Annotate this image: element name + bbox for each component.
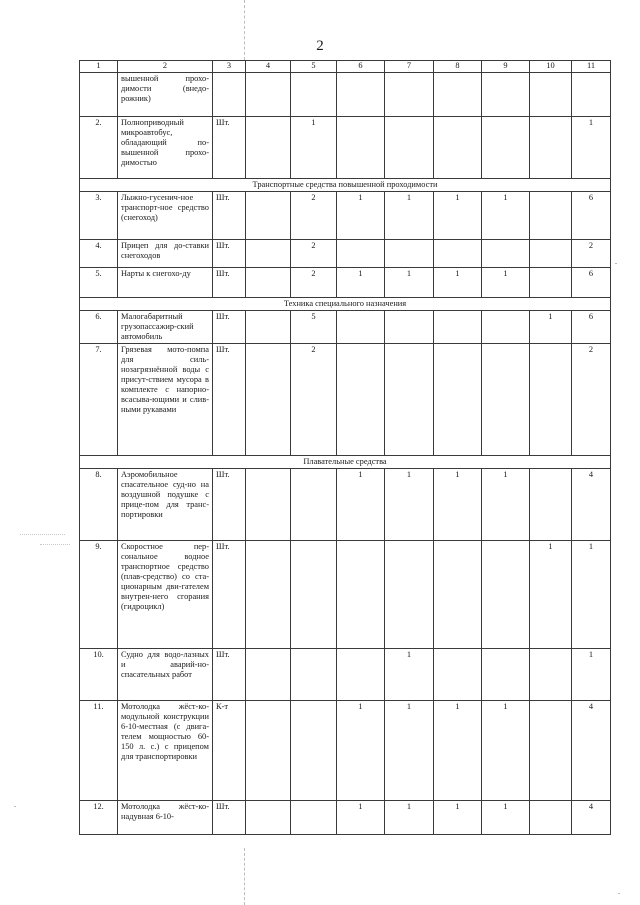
qty-col8: [434, 541, 482, 649]
qty-col6: [337, 117, 385, 179]
qty-col5: [291, 541, 337, 649]
table-row: [80, 311, 611, 344]
total-qty: 1: [572, 541, 611, 649]
qty-col5: 2: [291, 240, 337, 268]
qty-col7: 1: [385, 701, 434, 801]
qty-col9: [482, 649, 530, 701]
qty-col5: 2: [291, 192, 337, 240]
qty-col9: [482, 541, 530, 649]
qty-col6: [337, 240, 385, 268]
unit: Шт.: [213, 240, 246, 268]
qty-col5: [291, 73, 337, 117]
qty-col7: [385, 240, 434, 268]
qty-col4: [246, 311, 291, 344]
unit: Шт.: [213, 344, 246, 456]
scan-mark: [40, 544, 70, 545]
unit: Шт.: [213, 541, 246, 649]
total-qty: 2: [572, 240, 611, 268]
total-qty: [572, 73, 611, 117]
table-row: [80, 649, 611, 701]
qty-col5: 2: [291, 268, 337, 298]
qty-col6: [337, 541, 385, 649]
qty-col10: [530, 649, 572, 701]
qty-col5: 1: [291, 117, 337, 179]
qty-col9: 1: [482, 192, 530, 240]
qty-col5: [291, 469, 337, 541]
section-header-row: [80, 298, 611, 311]
table-row: [80, 240, 611, 268]
unit: Шт.: [213, 469, 246, 541]
unit: Шт.: [213, 268, 246, 298]
qty-col8: 1: [434, 701, 482, 801]
qty-col9: 1: [482, 701, 530, 801]
table-row: [80, 192, 611, 240]
table-body: [80, 61, 611, 835]
item-name: вышенной прохо-димости (внедо-рожник): [118, 73, 213, 117]
table-row: [80, 801, 611, 835]
row-number: 11.: [80, 701, 118, 801]
scan-speck: [615, 263, 617, 264]
qty-col9: 1: [482, 801, 530, 835]
qty-col8: [434, 344, 482, 456]
qty-col4: [246, 701, 291, 801]
page-number: 2: [316, 38, 324, 54]
row-number: 4.: [80, 240, 118, 268]
total-qty: 6: [572, 311, 611, 344]
qty-col8: [434, 240, 482, 268]
qty-col6: [337, 344, 385, 456]
qty-col7: [385, 344, 434, 456]
qty-col10: [530, 240, 572, 268]
qty-col4: [246, 240, 291, 268]
qty-col10: [530, 117, 572, 179]
qty-col7: [385, 541, 434, 649]
qty-col9: [482, 117, 530, 179]
scan-speck: [618, 893, 620, 894]
header-cell: 9: [482, 61, 530, 73]
qty-col5: [291, 801, 337, 835]
unit: Шт.: [213, 192, 246, 240]
table-row: [80, 541, 611, 649]
qty-col4: [246, 541, 291, 649]
qty-col10: 1: [530, 311, 572, 344]
row-number: 10.: [80, 649, 118, 701]
table-row: [80, 73, 611, 117]
qty-col4: [246, 268, 291, 298]
row-number: 12.: [80, 801, 118, 835]
unit: Шт.: [213, 117, 246, 179]
qty-col10: [530, 701, 572, 801]
qty-col7: [385, 311, 434, 344]
qty-col8: 1: [434, 469, 482, 541]
qty-col10: [530, 801, 572, 835]
qty-col7: 1: [385, 192, 434, 240]
qty-col9: [482, 240, 530, 268]
qty-col6: [337, 311, 385, 344]
total-qty: 4: [572, 801, 611, 835]
qty-col6: 1: [337, 469, 385, 541]
table-row: [80, 117, 611, 179]
item-name: Прицеп для до-ставки снегоходов: [118, 240, 213, 268]
header-cell: 8: [434, 61, 482, 73]
item-name: Нарты к снегохо-ду: [118, 268, 213, 298]
qty-col8: [434, 73, 482, 117]
qty-col10: [530, 268, 572, 298]
header-row: [80, 61, 611, 73]
qty-col7: 1: [385, 649, 434, 701]
qty-col8: [434, 117, 482, 179]
section-header-row: [80, 179, 611, 192]
qty-col4: [246, 73, 291, 117]
header-cell: 4: [246, 61, 291, 73]
qty-col6: 1: [337, 701, 385, 801]
qty-col4: [246, 649, 291, 701]
equipment-table: [79, 60, 611, 835]
qty-col8: 1: [434, 192, 482, 240]
qty-col6: [337, 649, 385, 701]
qty-col8: 1: [434, 801, 482, 835]
row-number: 6.: [80, 311, 118, 344]
table-row: [80, 469, 611, 541]
qty-col6: 1: [337, 801, 385, 835]
qty-col8: [434, 649, 482, 701]
item-name: Аэромобильное спасательное суд-но на воздушной подушке с прице-пом для транс-портировки: [118, 469, 213, 541]
qty-col10: [530, 469, 572, 541]
item-name: Судно для водо-лазных и аварий-но-спасательных работ: [118, 649, 213, 701]
section-title: Плавательные средства: [80, 456, 611, 469]
qty-col10: [530, 192, 572, 240]
row-number: [80, 73, 118, 117]
row-number: 7.: [80, 344, 118, 456]
qty-col10: [530, 73, 572, 117]
row-number: 2.: [80, 117, 118, 179]
table-row: [80, 701, 611, 801]
qty-col7: [385, 117, 434, 179]
qty-col4: [246, 469, 291, 541]
item-name: Грязевая мото-помпа для силь-нозагрязнённой воды с присут-ствием мусора в комплекте с напорно-всасыва-ющими и слив-ными рукавами: [118, 344, 213, 456]
qty-col7: [385, 73, 434, 117]
total-qty: 6: [572, 192, 611, 240]
qty-col7: 1: [385, 801, 434, 835]
qty-col9: 1: [482, 469, 530, 541]
unit: Шт.: [213, 649, 246, 701]
item-name: Скоростное пер-сональное водное транспортное средство (плав-средство) со ста-ционарным дви-гателем внутрен-него сгорания (гидроцикл): [118, 541, 213, 649]
item-name: Мотолодка жёст-ко-модульной конструкции 6-10-местная (с двига-телем мощностью 60-150 л. с.) с прицепом для транспортировки: [118, 701, 213, 801]
header-cell: 2: [118, 61, 213, 73]
qty-col7: 1: [385, 469, 434, 541]
header-cell: 3: [213, 61, 246, 73]
section-header-row: [80, 456, 611, 469]
header-cell: 7: [385, 61, 434, 73]
table-row: [80, 344, 611, 456]
table-row: [80, 268, 611, 298]
qty-col6: [337, 73, 385, 117]
unit: Шт.: [213, 801, 246, 835]
header-cell: 11: [572, 61, 611, 73]
qty-col6: 1: [337, 268, 385, 298]
qty-col7: 1: [385, 268, 434, 298]
qty-col10: 1: [530, 541, 572, 649]
total-qty: 1: [572, 117, 611, 179]
row-number: 9.: [80, 541, 118, 649]
qty-col4: [246, 344, 291, 456]
total-qty: 4: [572, 469, 611, 541]
total-qty: 6: [572, 268, 611, 298]
qty-col9: [482, 344, 530, 456]
header-cell: 1: [80, 61, 118, 73]
total-qty: 4: [572, 701, 611, 801]
unit: Шт.: [213, 311, 246, 344]
unit: [213, 73, 246, 117]
total-qty: 2: [572, 344, 611, 456]
qty-col5: [291, 649, 337, 701]
scan-mark: [244, 0, 245, 60]
header-cell: 10: [530, 61, 572, 73]
item-name: Малогабаритный грузопассажир-ский автомобиль: [118, 311, 213, 344]
item-name: Мотолодка жёст-ко-надувная 6-10-: [118, 801, 213, 835]
item-name: Лыжно-гусенич-ное транспорт-ное средство (снегоход): [118, 192, 213, 240]
scan-mark: [20, 534, 65, 535]
qty-col9: [482, 73, 530, 117]
qty-col4: [246, 801, 291, 835]
header-cell: 5: [291, 61, 337, 73]
scan-mark: [244, 848, 245, 905]
scan-speck: [14, 806, 16, 807]
qty-col4: [246, 192, 291, 240]
row-number: 5.: [80, 268, 118, 298]
qty-col5: 2: [291, 344, 337, 456]
unit: К-т: [213, 701, 246, 801]
qty-col5: 5: [291, 311, 337, 344]
qty-col9: 1: [482, 268, 530, 298]
section-title: Транспортные средства повышенной проходимости: [80, 179, 611, 192]
row-number: 8.: [80, 469, 118, 541]
qty-col10: [530, 344, 572, 456]
section-title: Техника специального назначения: [80, 298, 611, 311]
qty-col9: [482, 311, 530, 344]
qty-col8: 1: [434, 268, 482, 298]
total-qty: 1: [572, 649, 611, 701]
qty-col6: 1: [337, 192, 385, 240]
qty-col5: [291, 701, 337, 801]
item-name: Полноприводный микроавтобус, обладающий по-вышенной прохо-димостью: [118, 117, 213, 179]
header-cell: 6: [337, 61, 385, 73]
row-number: 3.: [80, 192, 118, 240]
qty-col4: [246, 117, 291, 179]
qty-col8: [434, 311, 482, 344]
